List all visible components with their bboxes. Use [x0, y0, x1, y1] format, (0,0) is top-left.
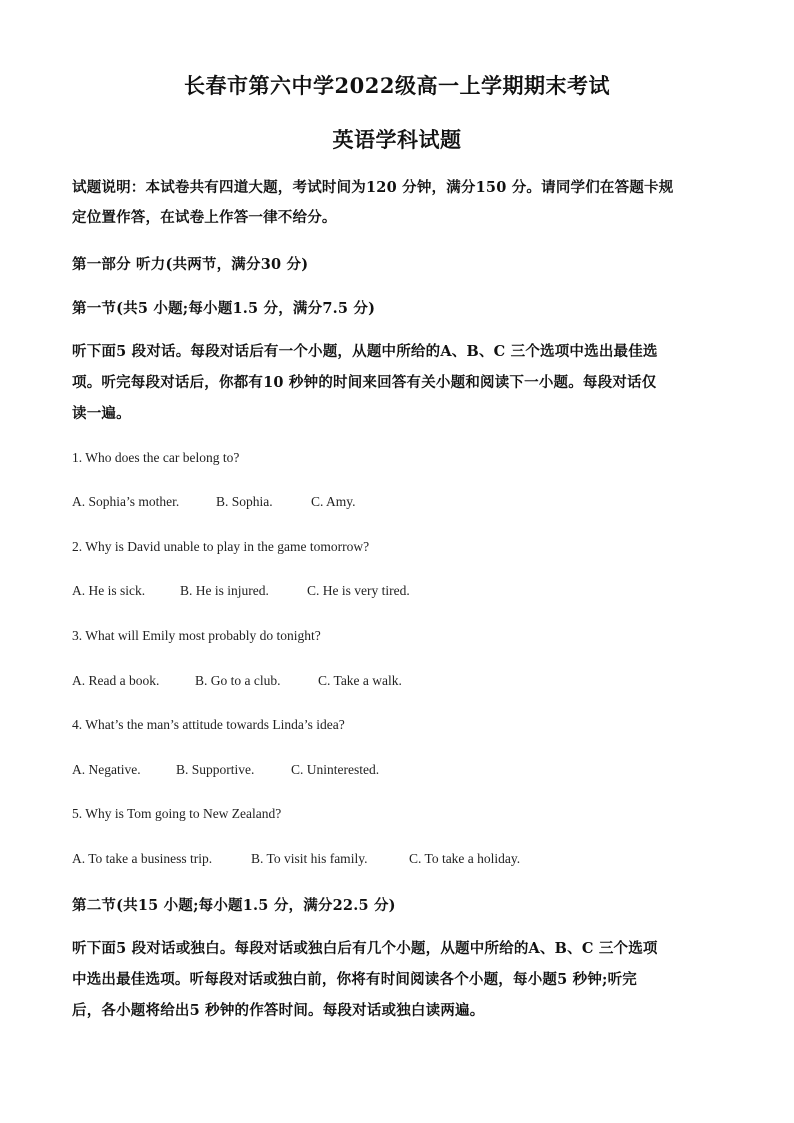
instructions-line-2: 定位置作答，在试卷上作答一律不给分。 [72, 209, 337, 226]
section1-directions [72, 336, 722, 429]
question-2-option-b: B. He is injured. [180, 583, 269, 598]
section1-directions-line: 听下面5 段对话。每段对话后有一个小题，从题中所给的A、B、C 三个选项中选出最佳选 [72, 343, 658, 360]
question-1-option-a: A. Sophia’s mother. [72, 494, 180, 509]
section2-directions-line: 听下面5 段对话或独白。每段对话或独白后有几个小题，从题中所给的A、B、C 三个选项 [72, 940, 658, 957]
question-5-option-c: C. To take a holiday. [409, 851, 521, 866]
question-3: 3. What will Emily most probably do tonight? [72, 628, 321, 643]
section1-directions-line: 读一遍。 [72, 405, 131, 422]
exam-subtitle: 英语学科试题 [332, 127, 462, 152]
section1-directions-line: 项。听完每段对话后，你都有10 秒钟的时间来回答有关小题和阅读下一小题。每段对话仅 [72, 374, 657, 391]
question-5-option-b: B. To visit his family. [251, 851, 368, 866]
question-4-option-c: C. Uninterested. [291, 762, 380, 777]
question-1: 1. Who does the car belong to? [72, 450, 240, 465]
section2-directions-line: 中选出最佳选项。听每段对话或独白前，你将有时间阅读各个小题，每小题5 秒钟;听完 [72, 971, 637, 988]
section2-heading: 第二节(共15 小题;每小题1.5 分，满分22.5 分) [72, 897, 396, 914]
question-3-option-b: B. Go to a club. [195, 673, 281, 688]
question-2: 2. Why is David unable to play in the game tomorrow? [72, 539, 370, 554]
question-5: 5. Why is Tom going to New Zealand? [72, 806, 282, 821]
part1-heading: 第一部分 听力(共两节，满分30 分) [72, 256, 309, 273]
section2-directions [72, 933, 722, 1026]
question-5-option-a: A. To take a business trip. [72, 851, 213, 866]
question-1-option-b: B. Sophia. [216, 494, 273, 509]
question-2-option-a: A. He is sick. [72, 583, 146, 598]
question-1-option-c: C. Amy. [311, 494, 356, 509]
question-4: 4. What’s the man’s attitude towards Linda’s idea? [72, 717, 345, 732]
exam-title: 长春市第六中学2022级高一上学期期末考试 [184, 73, 610, 98]
instructions-line-1: 试题说明：本试卷共有四道大题，考试时间为120 分钟，满分150 分。请同学们在答题卡规 [72, 179, 674, 196]
section1-heading: 第一节(共5 小题;每小题1.5 分，满分7.5 分) [72, 300, 376, 317]
question-2-option-c: C. He is very tired. [307, 583, 410, 598]
question-4-option-a: A. Negative. [72, 762, 141, 777]
question-3-option-c: C. Take a walk. [318, 673, 402, 688]
section2-directions-line: 后，各小题将给出5 秒钟的作答时间。每段对话或独白读两遍。 [72, 1002, 485, 1019]
question-3-option-a: A. Read a book. [72, 673, 160, 688]
question-4-option-b: B. Supportive. [176, 762, 255, 777]
